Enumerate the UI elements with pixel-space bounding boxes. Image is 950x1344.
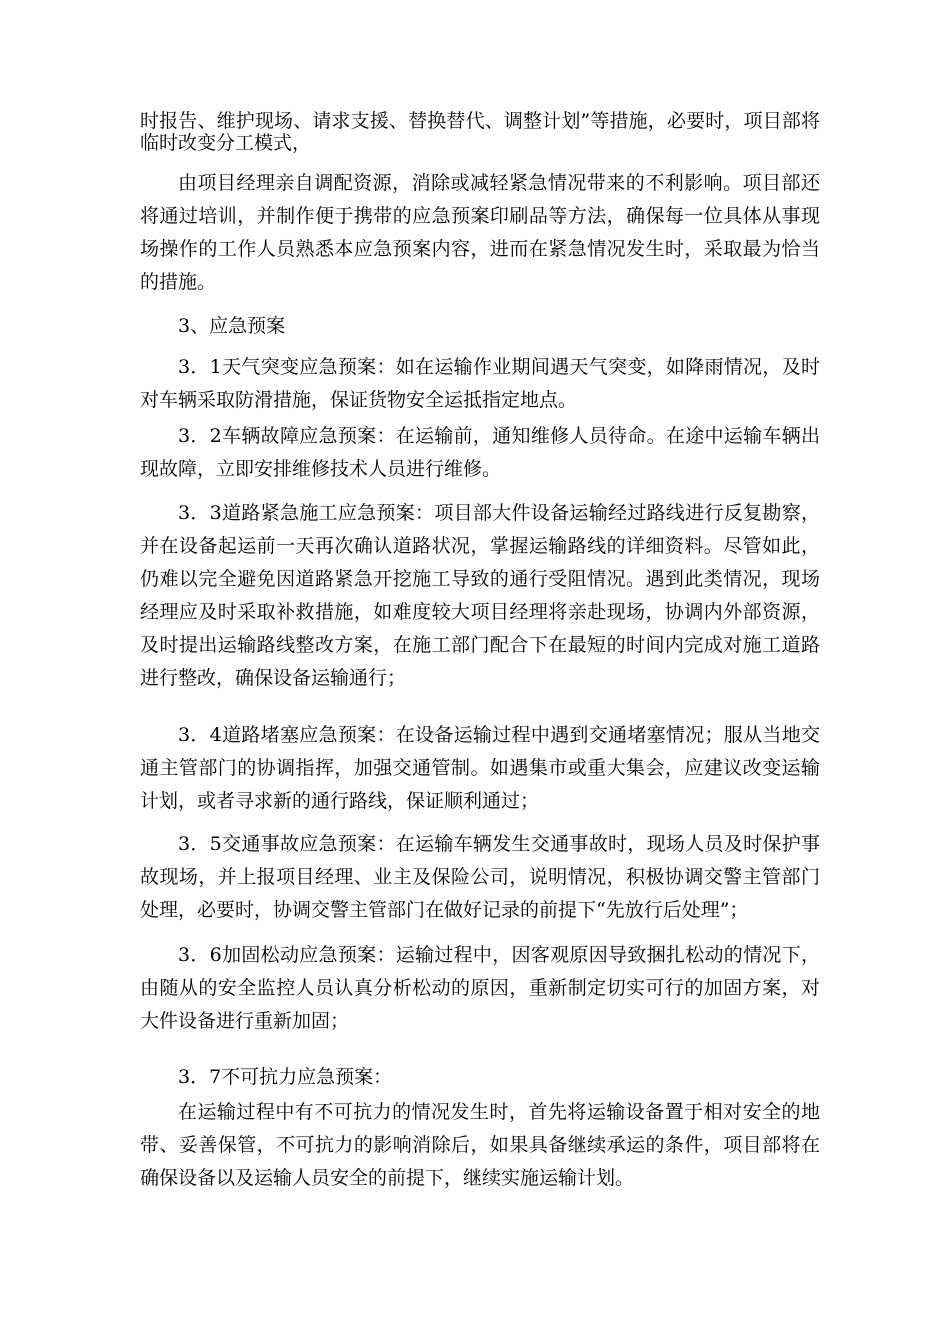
paragraph-loose-fastening-plan: 3．6加固松动应急预案：运输过程中，因客观原因导致捆扎松动的情况下，由随从的安全监控人员认真分析松动的原因，重新制定切实可行的加固方案，对大件设备进行重新加固； — [140, 944, 820, 1032]
section-heading-emergency-plan: 3、应急预案 — [178, 315, 286, 337]
paragraph-force-majeure-heading: 3．7不可抗力应急预案： — [178, 1066, 393, 1088]
paragraph-resource-allocation: 由项目经理亲自调配资源，消除或减轻紧急情况带来的不利影响。项目部还将通过培训，并制作便于携带的应急预案印刷品等方法，确保每一位具体从事现场操作的工作人员熟悉本应急预案内容，进而在紧急情况发生时，采取最为恰当的措施。 — [140, 172, 820, 293]
paragraph-force-majeure-plan: 在运输过程中有不可抗力的情况发生时，首先将运输设备置于相对安全的地带、妥善保管，不可抗力的影响消除后，如果具备继续承运的条件，项目部将在确保设备以及运输人员安全的前提下，继续实施运输计划。 — [140, 1101, 820, 1189]
paragraph-continuation: 时报告、维护现场、请求支援、替换替代、调整计划”等措施，必要时，项目部将临时改变分工模式， — [140, 110, 820, 154]
paragraph-road-construction-plan: 3．3道路紧急施工应急预案：项目部大件设备运输经过路线进行反复勘察，并在设备起运前一天再次确认道路状况，掌握运输路线的详细资料。尽管如此，仍难以完全避免因道路紧急开挖施工导致的通行受阻情况。遇到此类情况，现场经理应及时采取补救措施，如难度较大项目经理将亲赴现场，协调内外部资源，及时提出运输路线整改方案，在施工部门配合下在最短的时间内完成对施工道路进行整改，确保设备运输通行； — [140, 502, 820, 689]
paragraph-road-blockage-plan: 3．4道路堵塞应急预案：在设备运输过程中遇到交通堵塞情况；服从当地交通主管部门的协调指挥，加强交通管制。如遇集市或重大集会，应建议改变运输计划，或者寻求新的通行路线，保证顺利通过； — [140, 724, 820, 812]
paragraph-vehicle-fault-plan: 3．2车辆故障应急预案：在运输前，通知维修人员待命。在途中运输车辆出现故障，立即安排维修技术人员进行维修。 — [140, 425, 820, 480]
paragraph-traffic-accident-plan: 3．5交通事故应急预案：在运输车辆发生交通事故时，现场人员及时保护事故现场，并上报项目经理、业主及保险公司，说明情况，积极协调交警主管部门处理，必要时，协调交警主管部门在做好记录的前提下“先放行后处理”； — [140, 833, 820, 921]
paragraph-weather-plan: 3．1天气突变应急预案：如在运输作业期间遇天气突变，如降雨情况，及时对车辆采取防滑措施，保证货物安全运抵指定地点。 — [140, 356, 820, 411]
